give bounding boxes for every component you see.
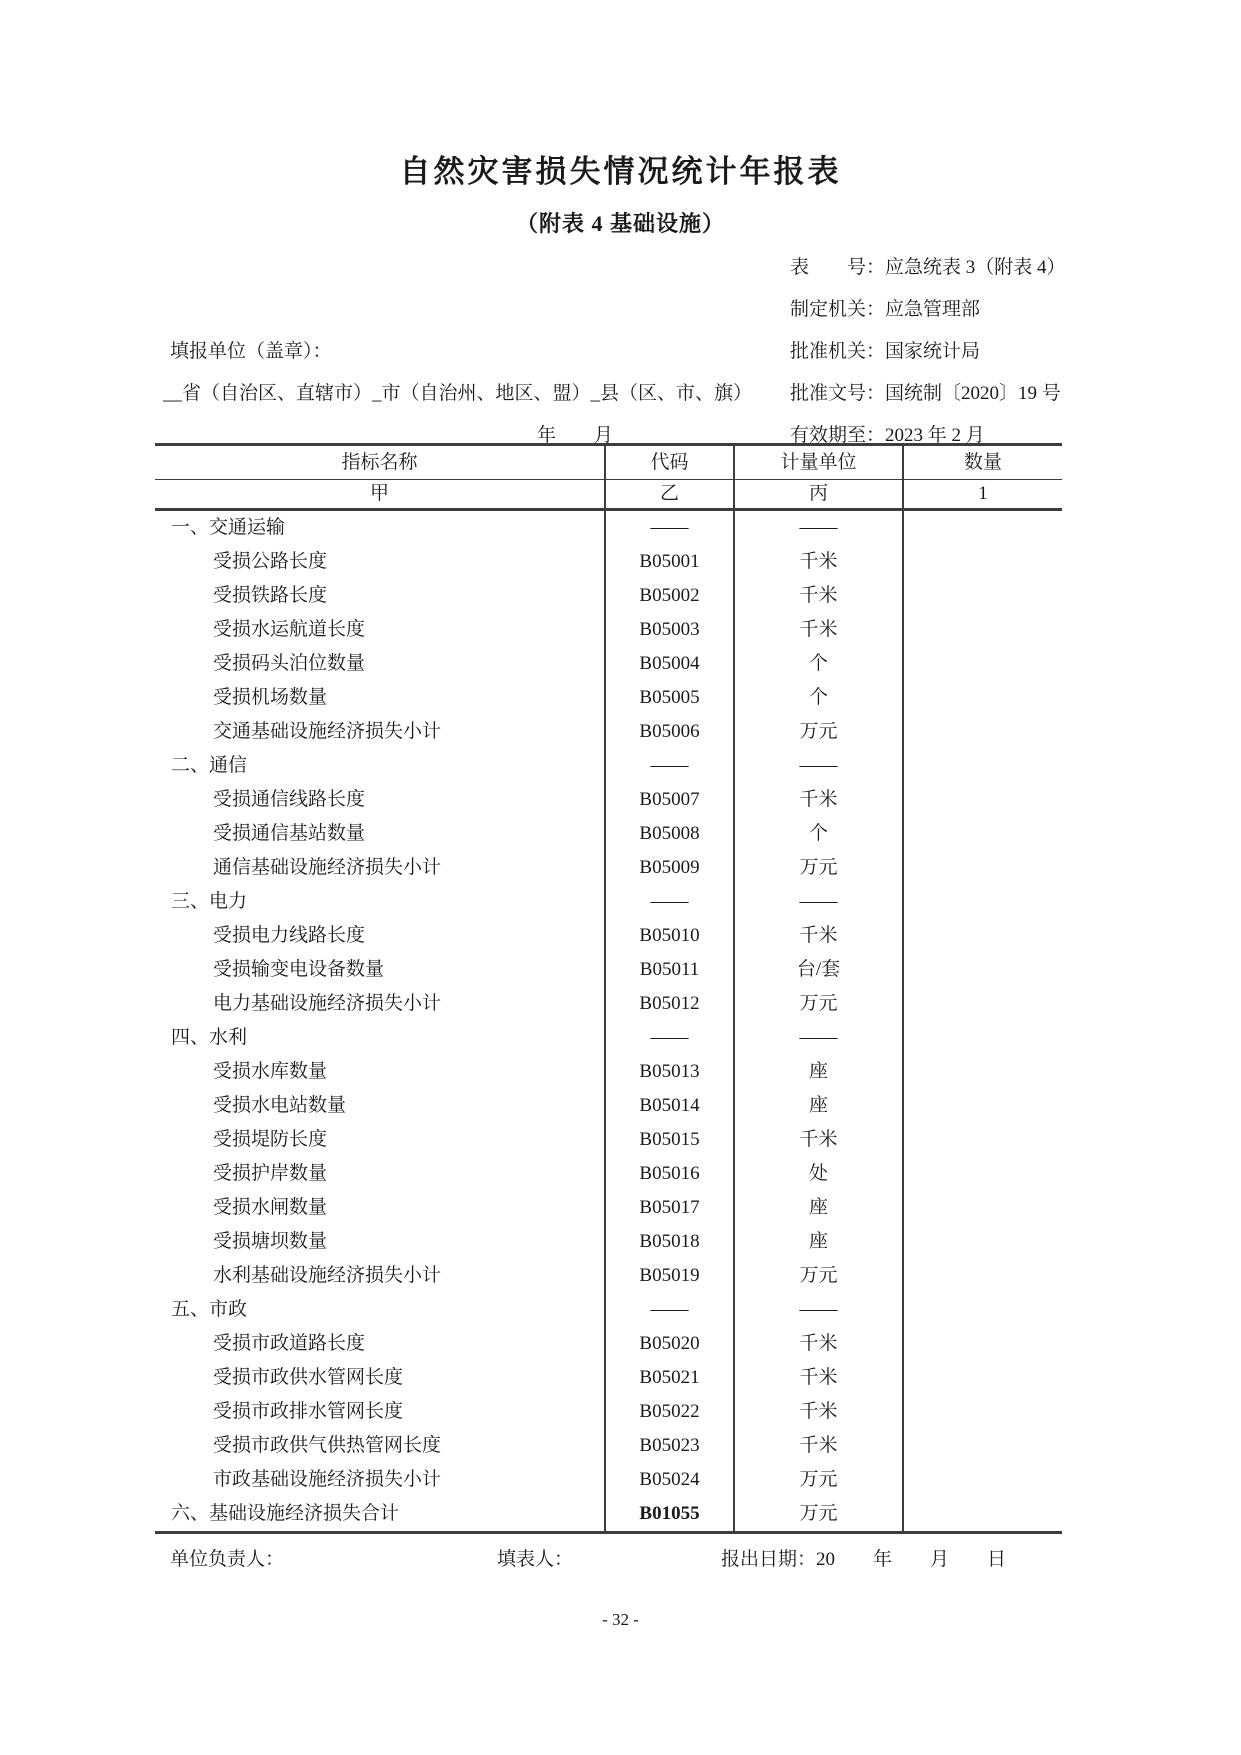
header-unit: 计量单位 [735,446,904,479]
code-cell: B05005 [606,681,735,715]
indicator-name-cell: 受损公路长度 [155,545,606,579]
table-row [155,1395,1062,1429]
signature-footer [0,1545,1241,1575]
region-blank-line: __省（自治区、直辖市）_市（自治州、地区、盟）_县（区、市、旗） [163,383,753,404]
quantity-cell [904,511,1062,545]
meta-row-issuing-agency [790,289,1066,331]
indicator-name-cell: 受损市政道路长度 [155,1327,606,1361]
quantity-cell [904,545,1062,579]
table-row [155,1157,1062,1191]
meta-row-form-number [790,247,1066,289]
table-body [155,511,1062,1531]
table-row [155,613,1062,647]
indicator-name-cell: 四、水利 [155,1021,606,1055]
meta-value: 应急统表 3（附表 4） [885,257,1066,278]
table-row [155,1259,1062,1293]
unit-cell: 个 [735,817,904,851]
indicator-name-cell: 受损塘坝数量 [155,1225,606,1259]
indicator-name-cell: 受损市政排水管网长度 [155,1395,606,1429]
unit-cell: 万元 [735,1463,904,1497]
table-row [155,749,1062,783]
meta-label: 表 号： [790,257,886,278]
indicator-name-cell: 受损水闸数量 [155,1191,606,1225]
quantity-cell [904,1429,1062,1463]
code-cell: —— [606,1293,735,1327]
indicator-name-cell: 受损水库数量 [155,1055,606,1089]
subheader-jia: 甲 [155,480,606,508]
code-cell: B05012 [606,987,735,1021]
quantity-cell [904,579,1062,613]
code-cell: B05017 [606,1191,735,1225]
indicator-name-cell: 受损铁路长度 [155,579,606,613]
table-row [155,1429,1062,1463]
indicator-name-cell: 受损市政供水管网长度 [155,1361,606,1395]
code-cell: B05018 [606,1225,735,1259]
quantity-cell [904,715,1062,749]
quantity-cell [904,1191,1062,1225]
indicator-name-cell: 通信基础设施经济损失小计 [155,851,606,885]
quantity-cell [904,1123,1062,1157]
code-cell: —— [606,749,735,783]
indicator-name-cell: 受损码头泊位数量 [155,647,606,681]
code-cell: B05020 [606,1327,735,1361]
header-indicator-name: 指标名称 [155,446,606,479]
indicator-name-cell: 电力基础设施经济损失小计 [155,987,606,1021]
quantity-cell [904,1293,1062,1327]
indicator-name-cell: 市政基础设施经济损失小计 [155,1463,606,1497]
indicator-name-cell: 受损水运航道长度 [155,613,606,647]
table-row [155,1497,1062,1531]
table-row [155,783,1062,817]
unit-cell: 千米 [735,783,904,817]
form-meta-block [790,247,1066,457]
quantity-cell [904,1327,1062,1361]
subheader-bing: 丙 [735,480,904,508]
meta-label: 批准文号： [790,383,886,404]
unit-cell: —— [735,1021,904,1055]
quantity-cell [904,1395,1062,1429]
indicator-name-cell: 六、基础设施经济损失合计 [155,1497,606,1531]
table-row [155,1123,1062,1157]
indicator-name-cell: 交通基础设施经济损失小计 [155,715,606,749]
unit-cell: 座 [735,1225,904,1259]
indicator-table [155,443,1062,1534]
indicator-name-cell: 受损通信线路长度 [155,783,606,817]
code-cell: —— [606,511,735,545]
unit-cell: 万元 [735,1259,904,1293]
code-cell: B05015 [606,1123,735,1157]
unit-responsible-label: 单位负责人： [170,1549,285,1570]
quantity-cell [904,647,1062,681]
table-row [155,681,1062,715]
meta-value: 国家统计局 [885,341,981,362]
unit-cell: 千米 [735,1395,904,1429]
page-number: - 32 - [602,1610,639,1629]
indicator-name-cell: 受损水电站数量 [155,1089,606,1123]
table-row [155,885,1062,919]
table-row [155,511,1062,545]
table-row [155,1463,1062,1497]
header-code: 代码 [606,446,735,479]
page-subtitle: （附表 4 基础设施） [515,211,725,236]
subheader-yi: 乙 [606,480,735,508]
code-cell: B05013 [606,1055,735,1089]
indicator-name-cell: 二、通信 [155,749,606,783]
quantity-cell [904,783,1062,817]
table-row [155,1327,1062,1361]
meta-label: 批准机关： [790,341,886,362]
quantity-cell [904,1021,1062,1055]
code-cell: B05019 [606,1259,735,1293]
table-row [155,1021,1062,1055]
indicator-name-cell: 受损市政供气供热管网长度 [155,1429,606,1463]
quantity-cell [904,987,1062,1021]
unit-cell: 个 [735,647,904,681]
code-cell: B05009 [606,851,735,885]
unit-cell: 万元 [735,715,904,749]
meta-label: 有效期至： [790,425,886,446]
code-cell: B05001 [606,545,735,579]
code-cell: B05014 [606,1089,735,1123]
code-cell: B05007 [606,783,735,817]
table-row [155,1191,1062,1225]
indicator-name-cell: 受损机场数量 [155,681,606,715]
unit-cell: 座 [735,1089,904,1123]
code-cell: B05004 [606,647,735,681]
unit-cell: 万元 [735,1497,904,1531]
indicator-name-cell: 受损输变电设备数量 [155,953,606,987]
code-cell: B05008 [606,817,735,851]
indicator-name-cell: 受损电力线路长度 [155,919,606,953]
quantity-cell [904,885,1062,919]
unit-cell: 千米 [735,579,904,613]
indicator-name-cell: 三、电力 [155,885,606,919]
quantity-cell [904,851,1062,885]
quantity-cell [904,613,1062,647]
unit-cell: 万元 [735,851,904,885]
code-cell: B01055 [606,1497,735,1531]
unit-cell: —— [735,511,904,545]
unit-cell: 千米 [735,919,904,953]
meta-label: 制定机关： [790,299,886,320]
indicator-name-cell: 受损通信基站数量 [155,817,606,851]
table-row [155,1089,1062,1123]
code-cell: B05006 [606,715,735,749]
quantity-cell [904,817,1062,851]
quantity-cell [904,1157,1062,1191]
preparer-label: 填表人： [497,1549,574,1570]
table-row [155,545,1062,579]
table-row [155,647,1062,681]
code-cell: B05021 [606,1361,735,1395]
meta-value: 国统制〔2020〕19 号 [885,383,1061,404]
code-cell: B05002 [606,579,735,613]
unit-cell: 万元 [735,987,904,1021]
unit-cell: 千米 [735,1123,904,1157]
table-row [155,1055,1062,1089]
quantity-cell [904,919,1062,953]
table-row [155,579,1062,613]
fill-unit-label: 填报单位（盖章）： [170,341,332,362]
indicator-name-cell: 受损堤防长度 [155,1123,606,1157]
table-header-row [155,446,1062,480]
unit-cell: 座 [735,1055,904,1089]
quantity-cell [904,1497,1062,1531]
report-date-line: 报出日期：20 年 月 日 [721,1549,1007,1570]
table-row [155,987,1062,1021]
indicator-name-cell: 一、交通运输 [155,511,606,545]
page-title: 自然灾害损失情况统计年报表 [399,154,842,189]
quantity-cell [904,953,1062,987]
unit-cell: 个 [735,681,904,715]
unit-cell: 处 [735,1157,904,1191]
unit-cell: 千米 [735,1327,904,1361]
table-row [155,953,1062,987]
code-cell: B05010 [606,919,735,953]
code-cell: B05003 [606,613,735,647]
quantity-cell [904,1055,1062,1089]
indicator-name-cell: 五、市政 [155,1293,606,1327]
quantity-cell [904,1463,1062,1497]
unit-cell: 千米 [735,1429,904,1463]
code-cell: B05016 [606,1157,735,1191]
quantity-cell [904,749,1062,783]
code-cell: —— [606,1021,735,1055]
table-row [155,919,1062,953]
table-row [155,817,1062,851]
indicator-name-cell: 受损护岸数量 [155,1157,606,1191]
unit-cell: —— [735,885,904,919]
table-row [155,1225,1062,1259]
meta-row-approving-agency [790,331,1066,373]
table-row [155,715,1062,749]
subheader-one: 1 [978,483,988,504]
code-cell: B05022 [606,1395,735,1429]
quantity-cell [904,1259,1062,1293]
unit-cell: 千米 [735,545,904,579]
code-cell: B05023 [606,1429,735,1463]
unit-cell: 座 [735,1191,904,1225]
indicator-name-cell: 水利基础设施经济损失小计 [155,1259,606,1293]
code-cell: B05024 [606,1463,735,1497]
meta-value: 应急管理部 [885,299,981,320]
code-cell: B05011 [606,953,735,987]
quantity-cell [904,1361,1062,1395]
code-cell: —— [606,885,735,919]
meta-value: 2023 年 2 月 [885,425,985,446]
unit-cell: 千米 [735,1361,904,1395]
header-quantity: 数量 [963,452,1002,473]
quantity-cell [904,1225,1062,1259]
quantity-cell [904,681,1062,715]
table-row [155,851,1062,885]
unit-cell: 千米 [735,613,904,647]
table-row [155,1293,1062,1327]
unit-cell: —— [735,1293,904,1327]
quantity-cell [904,1089,1062,1123]
table-row [155,1361,1062,1395]
report-period-blank: 年 月 [537,425,614,446]
meta-row-approval-number [790,373,1066,415]
unit-cell: —— [735,749,904,783]
table-subheader-row [155,480,1062,511]
unit-cell: 台/套 [735,953,904,987]
